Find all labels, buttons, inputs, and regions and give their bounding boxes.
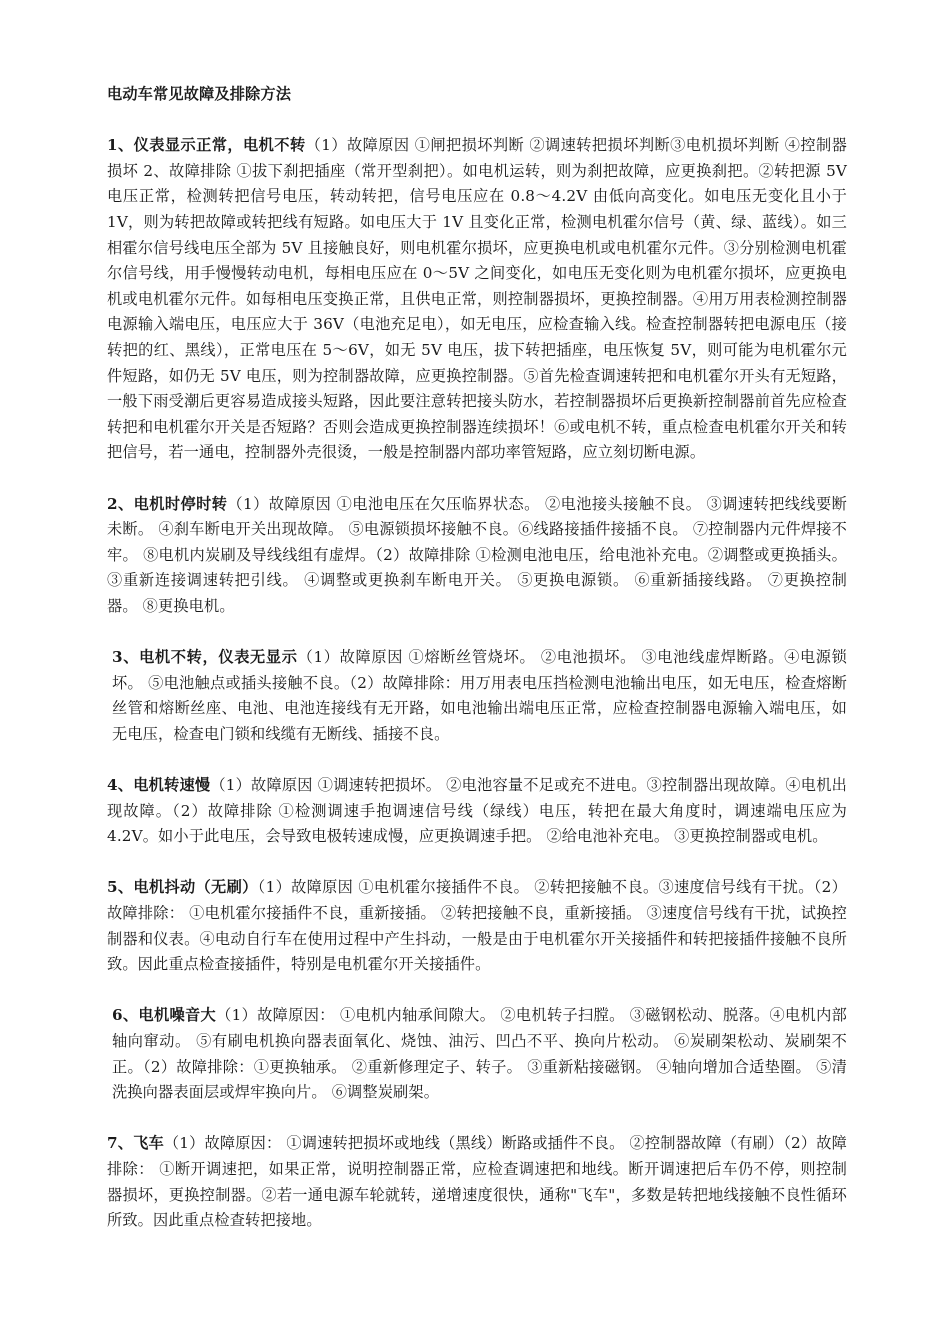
section-body: （1）故障原因： ①调速转把损坏或地线（黑线）断路或插件不良。 ②控制器故障（有刷）（2）故障排除： ①断开调速把，如果正常，说明控制器正常，应检查调速把和地线。断开调速把后车仍不停，则控制器损坏，更换控制器。②若一通电源车轮就转，递增速度很快，通称"飞车"，多数是转把地线接触不良性循环所致。因此重点检查转把接地。: [107, 1134, 847, 1230]
section-2: [107, 492, 847, 620]
section-heading: 5、电机抖动（无刷）: [107, 878, 258, 897]
section-heading: 3、电机不转，仪表无显示: [112, 648, 298, 667]
section-heading: 6、电机噪音大: [112, 1006, 217, 1025]
section-heading: 2、电机时停时转: [107, 494, 228, 513]
section-1: [107, 133, 847, 466]
section-heading: 1、仪表显示正常，电机不转: [107, 136, 306, 155]
document-title: 电动车常见故障及排除方法: [107, 85, 292, 103]
section-body: （1）故障原因 ①电池电压在欠压临界状态。 ②电池接头接触不良。 ③调速转把线线要断未断。 ④刹车断电开关出现故障。 ⑤电源锁损坏接触不良。⑥线路接插件接插不良。 ⑦控制器内元件焊接不牢。 ⑧电机内炭刷及导线线组有虚焊。（2）故障排除 ①检测电池电压，给电池补充电。②调整或更换插头。 ③重新连接调速转把引线。 ④调整或更换刹车断电开关。 ⑤更换电源锁。 ⑥重新插接线路。 ⑦更换控制器。 ⑧更换电机。: [107, 494, 847, 615]
section-body: （1）故障原因 ①闸把损坏判断 ②调速转把损坏判断③电机损坏判断 ④控制器损坏 2、故障排除 ①拔下刹把插座（常开型刹把）。如电机运转，则为刹把故障，应更换刹把。②转把源 5V 电压正常，检测转把信号电压，转动转把，信号电压应在 0.8～4.2V 由低向高变化。如电压无变化且小于 1V，则为转把故障或转把线有短路。如电压大于 1V 且变化正常，检测电机霍尔信号（黄、绿、蓝线）。如三相霍尔信号线电压全部为 5V 且接触良好，则电机霍尔损坏，应更换电机或电机霍尔元件。③分别检测电机霍尔信号线，用手慢慢转动电机，每相电压应在 0～5V 之间变化，如电压无变化则为电机霍尔损坏，应更换电机或电机霍尔元件。如每相电压变换正常，且供电正常，则控制器损坏，更换控制器。④用万用表检测控制器电源输入端电压，电压应大于 36V（电池充足电），如无电压，应检查输入线。检查控制器转把电源电压（接转把的红、黑线），正常电压在 5～6V，如无 5V 电压，拔下转把插座，电压恢复 5V，则可能为电机霍尔元件短路，如仍无 5V 电压，则为控制器故障，应更换控制器。⑤首先检查调速转把和电机霍尔开头有无短路，一般下雨受潮后更容易造成接头短路，因此要注意转把接头防水，若控制器损坏后更换新控制器前首先应检查转把和电机霍尔开关是否短路？否则会造成更换控制器连续损坏！⑥或电机不转，重点检查电机霍尔开关和转把信号，若一通电，控制器外壳很烫，一般是控制器内部功率管短路，应立刻切断电源。: [107, 136, 847, 462]
section-body: （1）故障原因 ①调速转把损坏。 ②电池容量不足或充不进电。③控制器出现故障。④电机出现故障。（2）故障排除 ①检测调速手抱调速信号线（绿线）电压，转把在最大角度时，调速端电压应为 4.2V。如小于此电压，会导致电极转速成慢，应更换调速手把。 ②给电池补充电。 ③更换控制器或电机。: [107, 776, 847, 846]
section-heading: 4、电机转速慢: [107, 776, 211, 795]
spacer: [107, 108, 847, 134]
section-3: [107, 645, 847, 747]
section-body: （1）故障原因： ①电机内轴承间隙大。 ②电机转子扫膛。 ③磁钢松动、脱落。④电机内部轴向窜动。 ⑤有刷电机换向器表面氧化、烧蚀、油污、凹凸不平、换向片松动。 ⑥炭刷架松动、炭刷架不正。（2）故障排除：①更换轴承。 ②重新修理定子、转子。 ③重新粘接磁钢。 ④轴向增加合适垫圈。 ⑤清洗换向器表面层或焊牢换向片。 ⑥调整炭刷架。: [112, 1006, 847, 1102]
section-4: [107, 773, 847, 850]
section-6: [107, 1003, 847, 1105]
section-body: （1）故障原因 ①电机霍尔接插件不良。 ②转把接触不良。③速度信号线有干扰。（2）故障排除： ①电机霍尔接插件不良，重新接插。 ②转把接触不良，重新接插。 ③速度信号线有干扰，试换控制器和仪表。④电动自行车在使用过程中产生抖动，一般是由于电机霍尔开关接插件和转把接插件接触不良所致。因此重点检查接插件，特别是电机霍尔开关接插件。: [107, 878, 847, 974]
section-body: （1）故障原因 ①熔断丝管烧坏。 ②电池损坏。 ③电池线虚焊断路。④电源锁坏。 ⑤电池触点或插头接触不良。（2）故障排除：用万用表电压挡检测电池输出电压，如无电压，检查熔断丝管和熔断丝座、电池、电池连接线有无开路，如电池输出端电压正常，应检查控制器电源输入端电压，如无电压，检查电门锁和线缆有无断线、插接不良。: [112, 648, 847, 743]
section-heading: 7、飞车: [107, 1134, 164, 1153]
document-page: [107, 82, 847, 1259]
section-7: [107, 1131, 847, 1233]
section-5: [107, 875, 847, 977]
